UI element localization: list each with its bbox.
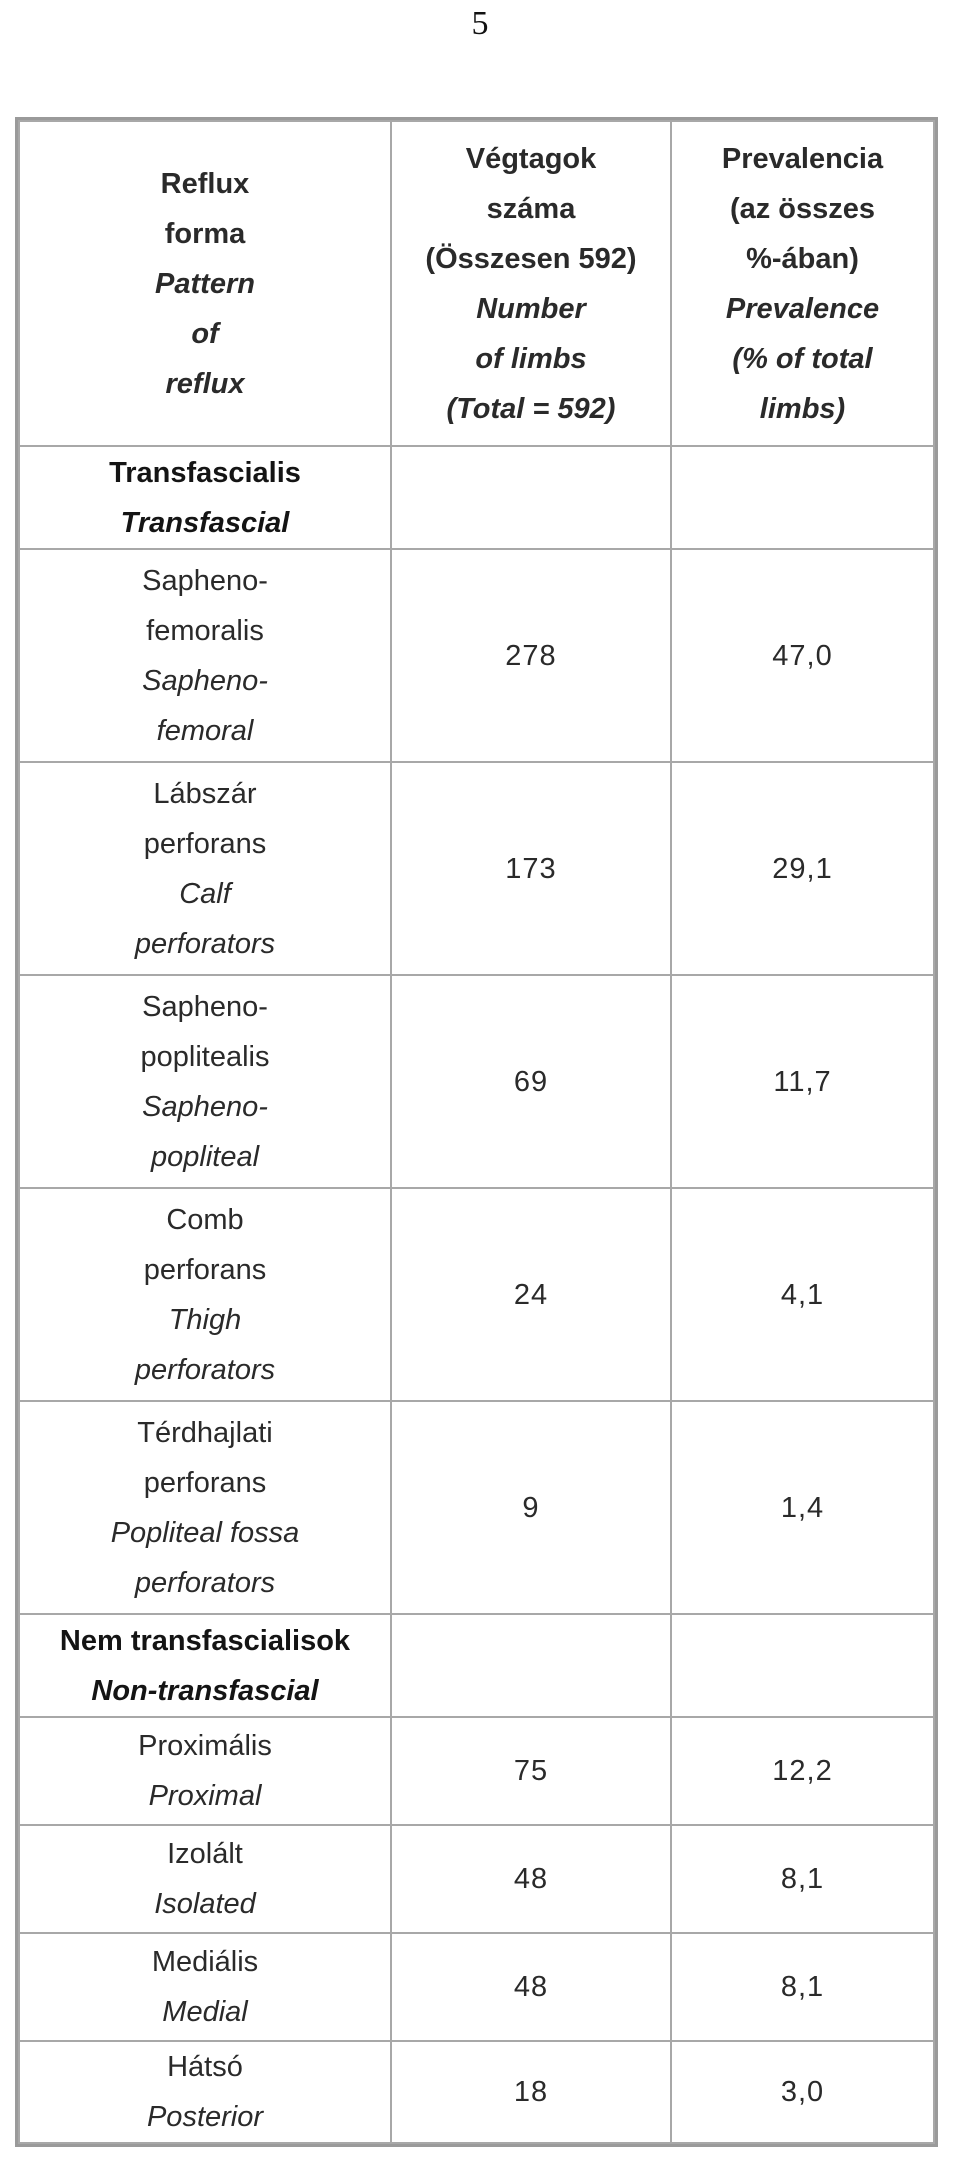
pattern-cell (19, 1933, 391, 2041)
prevalence-cell: 3,0 (671, 2041, 934, 2143)
table-row (19, 1188, 934, 1401)
header-number-of-limbs (391, 121, 671, 446)
header-pattern-of-reflux (19, 121, 391, 446)
limb-count-cell: 48 (391, 1933, 671, 2041)
prevalence-cell: 12,2 (671, 1717, 934, 1825)
pattern-cell (19, 549, 391, 762)
limb-count-cell: 48 (391, 1825, 671, 1933)
header-text: Végtagok (465, 142, 597, 175)
page-number: 5 (471, 5, 489, 42)
prevalence-cell: 8,1 (671, 1825, 934, 1933)
pattern-en: popliteal (150, 1140, 260, 1173)
pattern-hu: Comb (166, 1203, 244, 1236)
pattern-hu: Izolált (167, 1838, 243, 1870)
pattern-hu: Sapheno- (142, 564, 268, 597)
limb-count-cell: 278 (391, 549, 671, 762)
section-title-hu: Nem transfascialisok (59, 1624, 351, 1657)
limb-count-cell: 24 (391, 1188, 671, 1401)
header-text: (Összesen 592) (425, 242, 637, 275)
section-title-hu: Transfascialis (109, 456, 301, 489)
pattern-en: Proximal (148, 1780, 262, 1812)
header-text: %-ában) (746, 242, 859, 275)
pattern-hu: poplitealis (140, 1040, 270, 1073)
table-row (19, 762, 934, 975)
pattern-hu: Proximális (138, 1730, 272, 1762)
header-text: limbs) (759, 392, 846, 425)
limb-count-cell: 75 (391, 1717, 671, 1825)
section-title-en: Transfascial (120, 506, 290, 539)
limb-count-cell: 173 (391, 762, 671, 975)
pattern-cell (19, 1717, 391, 1825)
empty-cell (671, 446, 934, 549)
header-text: (az összes (729, 192, 876, 225)
empty-cell (391, 446, 671, 549)
table-row (19, 975, 934, 1188)
pattern-en: Isolated (154, 1888, 256, 1920)
pattern-cell (19, 1188, 391, 1401)
header-text: Reflux (160, 167, 250, 200)
table-row (19, 1825, 934, 1933)
section-title-cell (19, 1614, 391, 1717)
pattern-en: Calf (179, 877, 231, 910)
limb-count-cell: 18 (391, 2041, 671, 2143)
pattern-en: Sapheno- (142, 1090, 268, 1123)
pattern-hu: Sapheno- (142, 990, 268, 1023)
header-text: of (191, 317, 219, 350)
table-row (19, 1401, 934, 1614)
pattern-en: Medial (162, 1996, 248, 2028)
pattern-en: femoral (156, 714, 254, 747)
section-row-non-transfascial (19, 1614, 934, 1717)
prevalence-cell: 8,1 (671, 1933, 934, 2041)
header-text: (% of total (732, 342, 873, 375)
prevalence-cell: 11,7 (671, 975, 934, 1188)
prevalence-cell: 29,1 (671, 762, 934, 975)
table-header-row (19, 121, 934, 446)
table-row (19, 1717, 934, 1825)
header-text: Prevalencia (721, 142, 884, 175)
pattern-en: Posterior (146, 2101, 264, 2133)
pattern-en: perforators (134, 1566, 276, 1599)
pattern-cell (19, 1825, 391, 1933)
limb-count-cell: 69 (391, 975, 671, 1188)
pattern-hu: femoralis (146, 614, 264, 647)
header-text: forma (164, 217, 246, 250)
section-row-transfascial (19, 446, 934, 549)
header-text: (Total = 592) (446, 392, 616, 425)
header-text: reflux (165, 367, 245, 400)
pattern-cell (19, 2041, 391, 2143)
empty-cell (391, 1614, 671, 1717)
header-prevalence (671, 121, 934, 446)
pattern-hu: perforans (143, 1466, 267, 1499)
pattern-en: Thigh (168, 1303, 242, 1336)
pattern-hu: Hátsó (167, 2051, 243, 2083)
pattern-hu: perforans (143, 827, 267, 860)
header-text: Pattern (155, 267, 255, 300)
section-title-en: Non-transfascial (91, 1674, 319, 1707)
section-title-cell (19, 446, 391, 549)
pattern-hu: Mediális (151, 1946, 259, 1978)
pattern-hu: Térdhajlati (137, 1416, 273, 1449)
reflux-prevalence-table (18, 120, 935, 2144)
header-text: of limbs (475, 342, 587, 375)
pattern-en: Popliteal fossa (110, 1516, 300, 1549)
table-row (19, 2041, 934, 2143)
pattern-cell (19, 975, 391, 1188)
table-row (19, 1933, 934, 2041)
header-text: Number (476, 292, 586, 325)
pattern-hu: perforans (143, 1253, 267, 1286)
pattern-cell (19, 762, 391, 975)
empty-cell (671, 1614, 934, 1717)
prevalence-cell: 1,4 (671, 1401, 934, 1614)
pattern-hu: Lábszár (153, 777, 257, 810)
pattern-en: perforators (134, 1353, 276, 1386)
prevalence-cell: 47,0 (671, 549, 934, 762)
limb-count-cell: 9 (391, 1401, 671, 1614)
header-text: száma (486, 192, 576, 225)
pattern-cell (19, 1401, 391, 1614)
pattern-en: Sapheno- (142, 664, 268, 697)
header-text: Prevalence (725, 292, 880, 325)
prevalence-cell: 4,1 (671, 1188, 934, 1401)
table-row (19, 549, 934, 762)
pattern-en: perforators (134, 927, 276, 960)
